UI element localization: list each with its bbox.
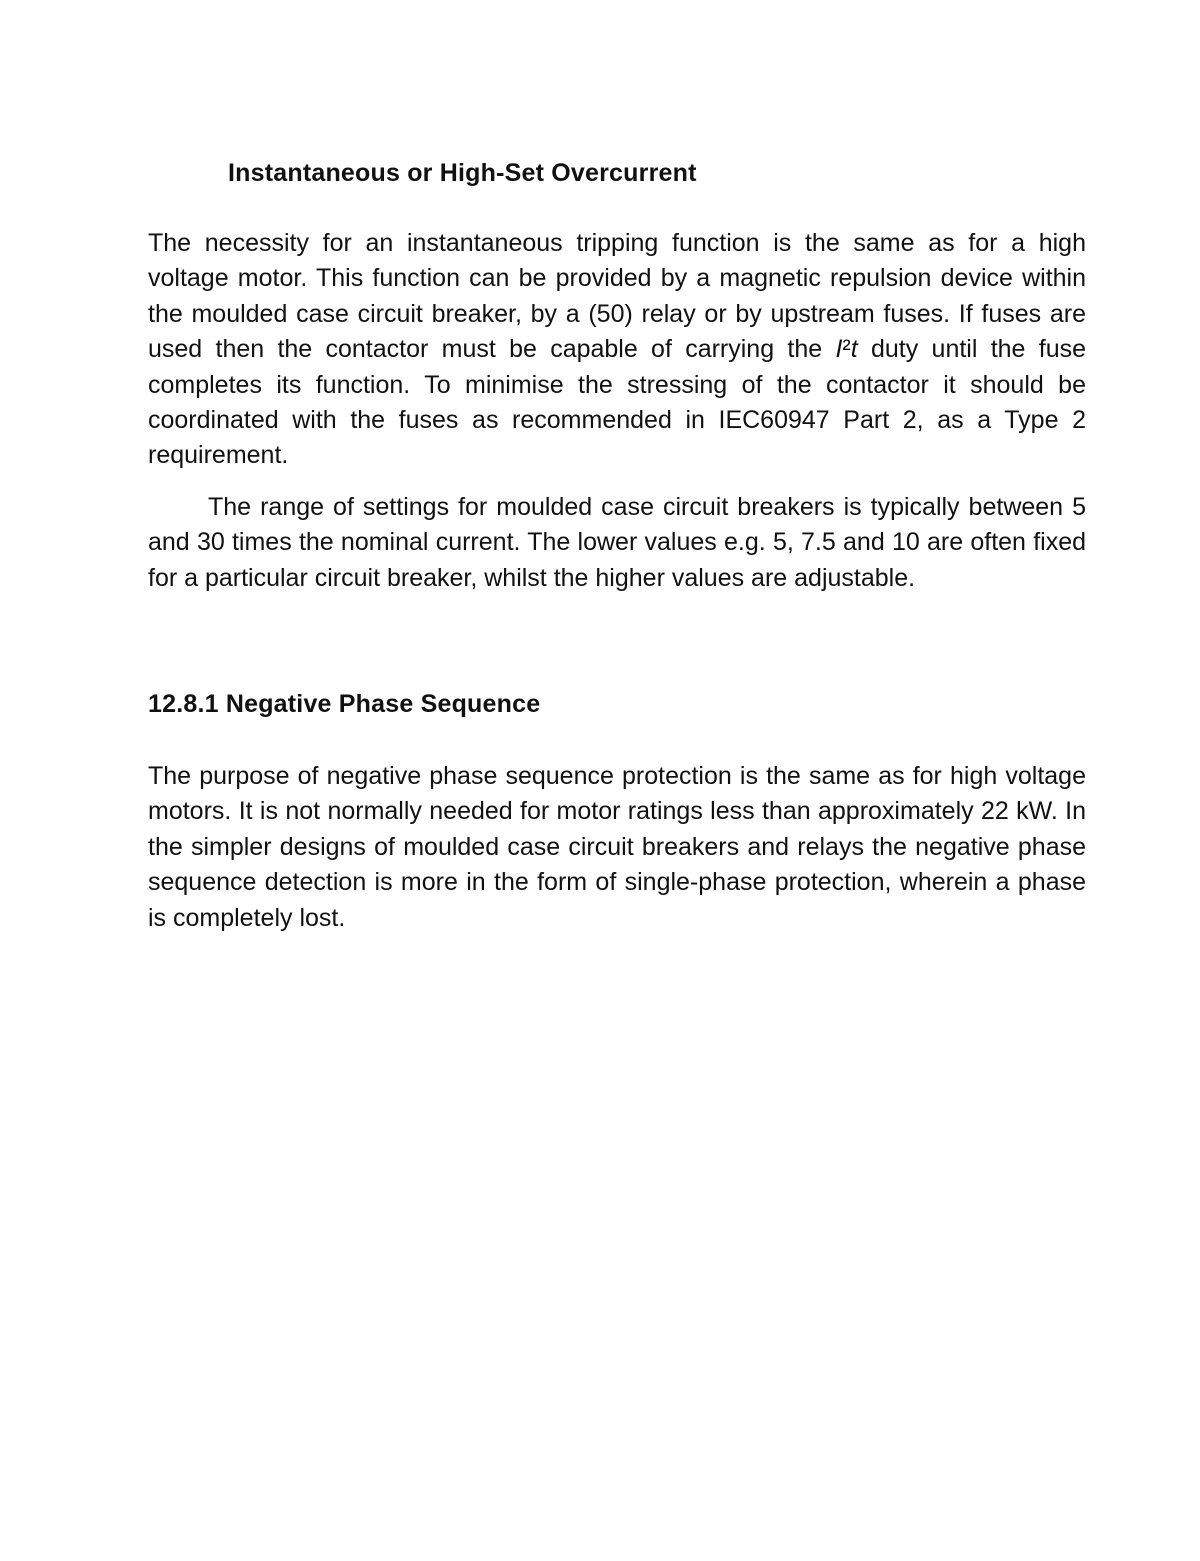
- paragraph-text: The necessity for an instantaneous tripping function is the same as for a high voltage motor. This function can be provided by a magnetic repulsion device within the moulded case circuit breaker, by a (50) relay or by upstream fuses. If fuses are used then the contactor must be capable of carrying the: [148, 229, 1086, 364]
- paragraph-instantaneous-tripping: [148, 226, 1086, 474]
- symbol-exponent: ²: [842, 335, 851, 364]
- paragraph-settings-range: The range of settings for moulded case circuit breakers is typically between 5 and 30 times the nominal current. The lower values e.g. 5, 7.5 and 10 are often fixed for a particular circuit breaker, whilst the higher values are adjustable.: [148, 493, 1086, 592]
- symbol-i: I: [835, 335, 843, 364]
- symbol-t: t: [850, 335, 858, 364]
- paragraph-negative-phase-sequence: The purpose of negative phase sequence protection is the same as for high voltage motors. It is not normally needed for motor ratings less than approximately 22 kW. In the simpler designs of moulded case circuit breakers and relays the negative phase sequence detection is more in the form of single-phase protection, wherein a phase is completely lost.: [148, 762, 1086, 932]
- section-heading-instantaneous-overcurrent: Instantaneous or High-Set Overcurrent: [228, 159, 697, 187]
- section-heading-negative-phase-sequence: 12.8.1 Negative Phase Sequence: [148, 690, 541, 718]
- paragraph-text: duty until the fuse completes its function. To minimise the stressing of the contactor it should be coordinated with the fuses as recommended in IEC60947 Part 2, as a Type 2 requirement.: [148, 335, 1086, 470]
